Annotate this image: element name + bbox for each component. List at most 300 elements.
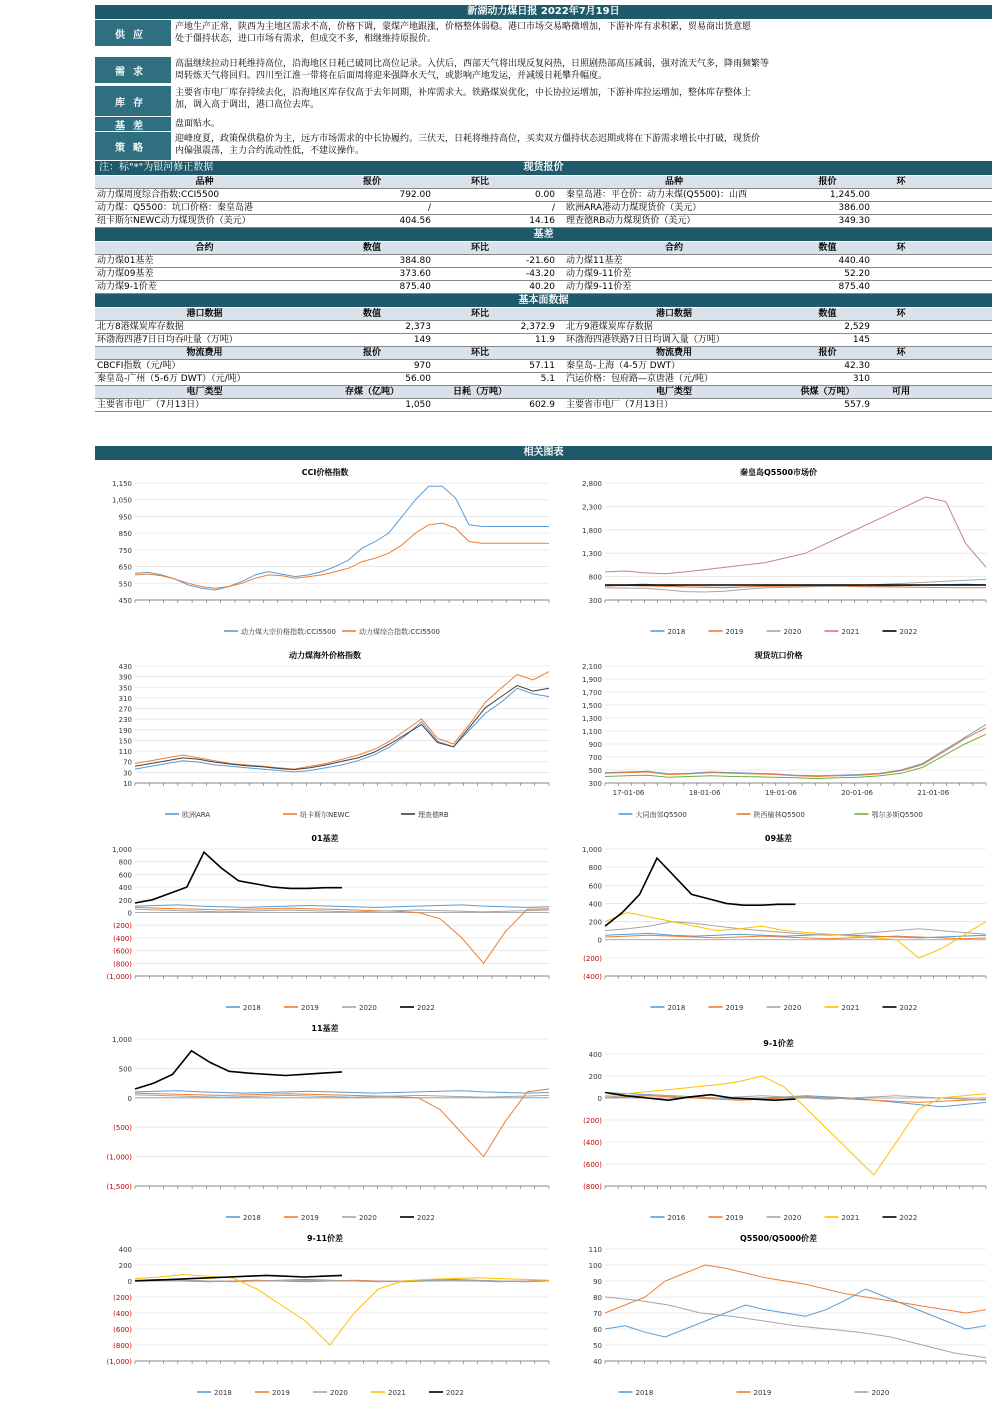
chart-8: [95, 1233, 555, 1403]
cell-1: 1,050: [405, 400, 431, 410]
y-tick-label: (1,000): [106, 1153, 132, 1162]
y-tick-label: 30: [123, 769, 132, 778]
chart-9: [565, 1233, 992, 1403]
y-tick-label: 50: [593, 1342, 602, 1350]
series-line-0: [135, 486, 549, 590]
y-tick-label: 200: [118, 896, 132, 905]
chart-title: 动力煤海外价格指数: [289, 651, 361, 660]
y-tick-label: 2,300: [581, 503, 602, 512]
header-cell-5: 环: [896, 348, 906, 358]
y-tick-label: 270: [118, 705, 132, 714]
series-line-1: [605, 728, 986, 777]
header-cell-0: 品种: [195, 177, 214, 187]
y-tick-label: 800: [118, 858, 132, 867]
chart-svg: [565, 1048, 992, 1228]
legend-label: 2018: [635, 1389, 654, 1397]
series-line-1: [135, 907, 549, 963]
cell-0: 动力煤09基差: [97, 269, 154, 279]
cell-1: 56.00: [405, 374, 431, 384]
series-line-2: [605, 922, 986, 936]
spot-row: [95, 202, 992, 214]
header-cell-5: 环: [896, 309, 906, 319]
plant-header-row: [95, 386, 992, 398]
cell-4: 145: [852, 335, 870, 345]
header-cell-1: 数值: [362, 243, 381, 253]
cell-4: 52.20: [844, 269, 870, 279]
y-tick-label: 350: [118, 684, 132, 693]
legend-label: 2019: [725, 628, 744, 636]
stock-label: 库存: [95, 86, 171, 116]
y-tick-label: 150: [118, 737, 132, 746]
legend-label: 2019: [272, 1389, 290, 1397]
x-tick-label: 17-01-06: [612, 789, 645, 797]
cell-2: 40.20: [529, 282, 555, 292]
header-cell-0: 电厂类型: [186, 387, 223, 397]
y-tick-label: 200: [118, 1262, 132, 1270]
chart-legend: [165, 810, 449, 819]
y-tick-label: 110: [588, 1246, 602, 1254]
header-cell-3: 物流费用: [655, 348, 692, 358]
spot-row: [95, 215, 992, 227]
basis-row: [95, 268, 992, 280]
cell-4: 557.9: [844, 400, 870, 410]
chart-legend: [226, 1004, 435, 1012]
series-line-3: [135, 1275, 549, 1345]
header-cell-2: 环比: [470, 309, 489, 319]
basis-label: 基差: [95, 117, 171, 131]
header-cell-3: 品种: [664, 177, 683, 187]
y-tick-label: 80: [593, 1294, 602, 1302]
y-tick-label: (400): [583, 973, 602, 981]
cell-2: -43.20: [525, 269, 555, 279]
freight-row: [95, 373, 992, 385]
y-tick-label: 850: [118, 530, 132, 539]
chart-6: [95, 1023, 555, 1228]
cell-2: 5.1: [540, 374, 555, 384]
y-tick-label: 390: [118, 673, 132, 682]
y-tick-label: 1,000: [111, 846, 132, 854]
y-tick-label: (200): [583, 954, 602, 963]
basis-row: [95, 255, 992, 267]
y-tick-label: (600): [583, 1161, 602, 1169]
series-line-1: [605, 1265, 986, 1313]
cell-2: 11.9: [534, 335, 555, 345]
series-line-3: [605, 1076, 986, 1175]
header-cell-3: 港口数据: [655, 309, 692, 319]
cell-0: 动力煤周度综合指数:CCI5500: [97, 190, 220, 200]
chart-5: [565, 833, 992, 1018]
chart-legend: [651, 628, 918, 636]
header-cell-2: 环比: [470, 348, 489, 358]
cell-1: 404.56: [399, 216, 431, 226]
y-tick-label: (1,000): [106, 1358, 132, 1366]
y-tick-label: 0: [127, 1094, 132, 1103]
y-tick-label: (800): [583, 1183, 602, 1191]
series-line-0: [135, 905, 549, 908]
legend-label: 2021: [841, 1214, 860, 1222]
freight-header-row: [95, 347, 992, 359]
cell-3: 理查德RB动力煤现货价（美元）: [566, 216, 696, 226]
cell-1: 970: [413, 361, 431, 371]
charts-section-title: 相关图表: [95, 446, 992, 460]
plant-row: [95, 399, 992, 411]
legend-label: 2019: [301, 1004, 319, 1012]
header-cell-3: 合约: [664, 243, 683, 253]
y-tick-label: (500): [113, 1124, 132, 1133]
legend-label: 欧洲ARA: [182, 811, 211, 819]
legend-label: 2018: [667, 1004, 686, 1012]
header-cell-4: 数值: [818, 309, 837, 319]
header-cell-4: 供煤（万吨）: [800, 387, 855, 397]
cell-3: 北方9港煤炭库存数据: [566, 322, 653, 332]
x-tick-label: 18-01-06: [688, 789, 721, 797]
y-tick-label: 500: [118, 1065, 132, 1074]
cell-3: 汽运价格：包府路—京唐港（元/吨）: [566, 374, 714, 384]
header-cell-2: 日耗（万吨）: [452, 387, 507, 397]
y-tick-label: 500: [588, 767, 602, 775]
y-tick-label: 1,500: [581, 702, 602, 710]
y-tick-label: 450: [118, 597, 132, 605]
y-tick-label: (800): [113, 960, 132, 969]
cell-4: 42.30: [844, 361, 870, 371]
cell-1: 875.40: [399, 282, 431, 292]
x-tick-label: 21-01-06: [917, 789, 950, 797]
legend-label: 2020: [783, 628, 802, 636]
y-tick-label: 1,900: [581, 676, 602, 684]
chart-svg: [95, 660, 555, 825]
report-page: [95, 5, 992, 1403]
header-cell-2: 环比: [470, 177, 489, 187]
legend-label: 动力煤大宗价格指数:CCI5500: [241, 628, 337, 636]
y-tick-label: 70: [123, 758, 132, 767]
cell-3: 动力煤9-11价差: [566, 269, 632, 279]
series-line-3: [605, 497, 986, 574]
cell-1: 149: [413, 335, 431, 345]
cell-2: 14.16: [529, 216, 555, 226]
header-cell-5: 环: [896, 243, 906, 253]
y-tick-label: 1,050: [111, 496, 132, 505]
y-tick-label: 90: [593, 1278, 602, 1286]
legend-label: 2020: [330, 1389, 348, 1397]
cell-2: -21.60: [525, 256, 555, 266]
header-cell-0: 合约: [195, 243, 214, 253]
y-tick-label: (200): [113, 1294, 132, 1302]
cell-3: 动力煤11基差: [566, 256, 623, 266]
y-tick-label: 1,150: [111, 480, 132, 488]
header-cell-1: 存煤（亿吨）: [344, 387, 399, 397]
y-tick-label: 1,100: [581, 728, 602, 736]
chart-legend: [651, 1214, 918, 1222]
chart-svg: [565, 1243, 992, 1403]
y-tick-label: (600): [113, 1326, 132, 1334]
chart-legend: [619, 810, 923, 819]
y-tick-label: (400): [583, 1139, 602, 1147]
cell-0: 动力煤：Q5500：坑口价格：秦皇岛港: [97, 203, 253, 213]
y-tick-label: 1,000: [111, 1036, 132, 1044]
legend-label: 2022: [417, 1004, 435, 1012]
chart-title: Q5500/Q5000价差: [739, 1234, 818, 1243]
fund-section-title: 基本面数据: [95, 294, 992, 307]
chart-legend: [619, 1389, 890, 1397]
chart-7: [565, 1038, 992, 1228]
y-tick-label: 40: [593, 1358, 602, 1366]
y-tick-label: 300: [588, 780, 602, 788]
legend-label: 2022: [899, 1214, 918, 1222]
legend-label: 2019: [301, 1214, 319, 1222]
cell-4: 349.30: [838, 216, 870, 226]
y-tick-label: 0: [597, 1095, 602, 1103]
header-cell-1: 报价: [362, 177, 381, 187]
y-tick-label: 110: [118, 748, 132, 757]
cell-1: 2,373: [405, 322, 431, 332]
y-tick-label: 950: [118, 513, 132, 522]
series-line-4: [605, 858, 796, 926]
header-cell-0: 港口数据: [186, 309, 223, 319]
header-cell-1: 数值: [362, 309, 381, 319]
y-tick-label: (1,500): [106, 1183, 132, 1191]
legend-label: 2018: [243, 1214, 261, 1222]
series-line-1: [135, 1089, 549, 1157]
legend-label: 2020: [783, 1004, 802, 1012]
legend-label: 纽卡斯尔NEWC: [300, 811, 350, 819]
x-tick-label: 20-01-06: [841, 789, 874, 797]
series-line-2: [605, 1297, 986, 1358]
cell-2: 602.9: [529, 400, 555, 410]
chart-2: [95, 650, 555, 825]
legend-label: 动力煤综合指数:CCI5500: [359, 628, 441, 636]
freight-row: [95, 360, 992, 372]
cell-2: 0.00: [534, 190, 555, 200]
y-tick-label: 900: [588, 741, 602, 749]
cell-1: 373.60: [399, 269, 431, 279]
header-cell-4: 报价: [818, 348, 837, 358]
legend-label: 鄂尔多斯Q5500: [871, 811, 923, 819]
legend-label: 2016: [667, 1214, 686, 1222]
chart-svg: [95, 1033, 555, 1228]
cell-4: 875.40: [838, 282, 870, 292]
chart-title: 现货坑口价格: [754, 651, 803, 660]
cell-4: 310: [852, 374, 870, 384]
chart-legend: [197, 1389, 464, 1397]
legend-label: 2021: [841, 628, 860, 636]
chart-svg: [565, 843, 992, 1018]
legend-label: 2019: [753, 1389, 772, 1397]
chart-title: 秦皇岛Q5500市场价: [739, 468, 818, 477]
y-tick-label: 550: [118, 580, 132, 589]
legend-label: 理查德RB: [418, 811, 449, 819]
chart-title: 11基差: [311, 1024, 339, 1033]
cell-0: 动力煤9-1价差: [97, 282, 157, 292]
cell-2: 57.11: [529, 361, 555, 371]
legend-label: 2018: [214, 1389, 232, 1397]
series-line-0: [135, 1091, 549, 1093]
cell-1: /: [427, 203, 431, 213]
chart-legend: [651, 1004, 918, 1012]
basis-row: [95, 281, 992, 293]
spot-header-row: [95, 176, 992, 188]
fund-header-row: [95, 308, 992, 320]
legend-label: 2022: [899, 1004, 918, 1012]
y-tick-label: (200): [583, 1117, 602, 1125]
y-tick-label: 400: [588, 1051, 602, 1059]
strategy-label: 策略: [95, 132, 171, 160]
cell-3: 秦皇岛-上海（4-5万 DWT）: [566, 361, 681, 371]
chart-0: [95, 467, 555, 642]
cell-0: 北方8港煤炭库存数据: [97, 322, 184, 332]
y-tick-label: 1,000: [581, 846, 602, 854]
legend-label: 大同南郊Q5500: [635, 811, 687, 819]
row-divider: [95, 411, 992, 412]
y-tick-label: 200: [588, 918, 602, 927]
cell-3: 欧洲ARA港动力煤现货价（美元）: [566, 203, 702, 213]
header-cell-5: 环: [896, 177, 906, 187]
header-cell-4: 报价: [818, 177, 837, 187]
demand-label: 需求: [95, 57, 171, 83]
chart-svg: [95, 1243, 555, 1403]
cell-4: 1,245.00: [829, 190, 870, 200]
y-tick-label: 800: [588, 864, 602, 873]
chart-1: [565, 467, 992, 642]
series-line-2: [135, 1280, 549, 1281]
chart-legend: [224, 627, 440, 636]
legend-label: 2018: [243, 1004, 261, 1012]
legend-label: 2019: [725, 1214, 744, 1222]
series-line-0: [605, 725, 986, 776]
header-cell-4: 数值: [818, 243, 837, 253]
y-tick-label: 600: [588, 882, 602, 891]
chart-title: CCI价格指数: [301, 468, 349, 477]
y-tick-label: 2,100: [581, 663, 602, 671]
series-line-2: [605, 734, 986, 778]
basis-header-row: [95, 242, 992, 254]
y-tick-label: 190: [118, 726, 132, 735]
y-tick-label: 2,800: [581, 480, 602, 488]
y-tick-label: (200): [113, 922, 132, 931]
header-cell-2: 环比: [470, 243, 489, 253]
y-tick-label: 300: [588, 597, 602, 605]
y-tick-label: 200: [588, 1073, 602, 1081]
y-tick-label: 0: [127, 1278, 132, 1286]
supply-label: 供应: [95, 20, 171, 46]
y-tick-label: (1,000): [106, 973, 132, 981]
y-tick-label: (400): [113, 934, 132, 943]
cell-0: CBCFI指数（元/吨）: [97, 361, 181, 371]
chart-title: 9-1价差: [763, 1039, 794, 1048]
legend-label: 2020: [359, 1214, 377, 1222]
spot-row: [95, 189, 992, 201]
header-cell-3: 电厂类型: [655, 387, 692, 397]
chart-title: 09基差: [764, 834, 793, 843]
y-tick-label: (400): [113, 1310, 132, 1318]
chart-svg: [95, 477, 555, 642]
cell-4: 386.00: [838, 203, 870, 213]
y-tick-label: 1,700: [581, 689, 602, 697]
cell-3: 动力煤9-11价差: [566, 282, 632, 292]
y-tick-label: 400: [118, 1246, 132, 1254]
y-tick-label: 700: [588, 754, 602, 762]
cell-3: 主要省市电厂（7月13日）: [566, 400, 674, 410]
legend-label: 2020: [359, 1004, 377, 1012]
cell-2: 2,372.9: [520, 322, 555, 332]
cell-0: 秦皇岛-广州（5-6万 DWT）（元/吨）: [97, 374, 246, 384]
chart-3: [565, 650, 992, 825]
y-tick-label: 230: [118, 716, 132, 725]
y-tick-label: 1,300: [581, 715, 602, 723]
y-tick-label: 0: [597, 936, 602, 945]
cell-4: 440.40: [838, 256, 870, 266]
chart-legend: [226, 1214, 435, 1222]
y-tick-label: (600): [113, 947, 132, 956]
legend-label: 2020: [871, 1389, 890, 1397]
chart-svg: [565, 660, 992, 825]
cell-0: 纽卡斯尔NEWC动力煤现货价（美元）: [97, 216, 251, 226]
cell-3: 秦皇岛港：平仓价：动力末煤(Q5500)：山西: [566, 190, 748, 200]
y-tick-label: 100: [588, 1262, 602, 1270]
y-tick-label: 0: [127, 909, 132, 918]
basis-section-title: 基差: [95, 228, 992, 241]
y-tick-label: 800: [588, 573, 602, 582]
chart-title: 01基差: [311, 834, 339, 843]
report-title: 新湖动力煤日报 2022年7月19日: [95, 5, 992, 19]
cell-0: 主要省市电厂（7月13日）: [97, 400, 205, 410]
y-tick-label: (800): [113, 1342, 132, 1350]
legend-label: 2020: [783, 1214, 802, 1222]
legend-label: 2019: [725, 1004, 744, 1012]
cell-4: 2,529: [844, 322, 870, 332]
header-cell-1: 报价: [362, 348, 381, 358]
series-line-3: [135, 852, 342, 903]
supply-text: 产地生产正常，陕西为主地区需求不高，价格下调，蒙煤产地跟涨，价格整体弱稳。港口市场交易略微增加，下游补库有求积累，贸易商出货意愿 处于僵持状态，进口市场有需求，但成交不多，相继维持原报价。: [175, 22, 752, 44]
cell-0: 动力煤01基差: [97, 256, 154, 266]
y-tick-label: 10: [123, 780, 132, 788]
y-tick-label: 310: [118, 694, 132, 703]
y-tick-label: 600: [118, 871, 132, 880]
y-tick-label: 650: [118, 563, 132, 572]
header-cell-5: 可用: [891, 387, 910, 397]
header-cell-0: 物流费用: [186, 348, 223, 358]
cell-0: 环渤海四港7日日均吞吐量（万吨）: [97, 335, 238, 345]
legend-label: 2022: [899, 628, 918, 636]
spot-section-title: 注：标"*"为银河修正数据 现货报价: [95, 161, 992, 175]
basis-text: 盘面贴水。: [175, 119, 221, 129]
legend-label: 2018: [667, 628, 686, 636]
strategy-text: 迎峰度夏，政策保供稳价为主，远方市场需求的中长协履约。三伏天，日耗将维持高位，买卖双方僵持状态迟期或将在下游需求增长中打破，现货价 内偏强震荡，主力合约流动性低，不建议操作。: [175, 134, 761, 156]
cell-3: 环渤海四港铁路7日日均调入量（万吨）: [566, 335, 725, 345]
x-tick-label: 19-01-06: [765, 789, 797, 797]
legend-label: 2021: [388, 1389, 406, 1397]
series-line-1: [135, 672, 549, 770]
cell-1: 384.80: [399, 256, 431, 266]
note-text: 注：标"*"为银河修正数据: [99, 162, 214, 173]
demand-text: 高温继续拉动日耗维持高位，沿海地区日耗已破同比高位记录。入伏后，西部天气将出现反复闷热，日照剧热部高压减弱，强对流天气多，降雨频繁等 周转炼天气将回归。四川至江淮一带将在后面周将迎来强降水天气，或影响产地发运，并减缓日耗攀升幅度。: [175, 59, 770, 81]
cell-2: /: [551, 203, 555, 213]
chart-4: [95, 833, 555, 1018]
legend-label: 2021: [841, 1004, 860, 1012]
stock-text: 主要省市电厂库存持续去化，沿海地区库存仅高于去年同期，补库需求大。铁路煤炭优化，中长协拉运增加，下游补库拉运增加，整体库存整体上 加，调入高于调出，港口高位去库。: [175, 88, 752, 110]
y-tick-label: 400: [588, 900, 602, 909]
y-tick-label: 750: [118, 546, 132, 555]
y-tick-label: 1,300: [581, 550, 602, 559]
chart-svg: [565, 477, 992, 642]
y-tick-label: 400: [118, 884, 132, 893]
chart-title: 9-11价差: [306, 1234, 344, 1243]
fund-row: [95, 321, 992, 333]
y-tick-label: 430: [118, 663, 132, 671]
legend-label: 2022: [417, 1214, 435, 1222]
fund-row: [95, 334, 992, 346]
y-tick-label: 60: [593, 1326, 602, 1334]
series-line-3: [135, 1051, 342, 1089]
